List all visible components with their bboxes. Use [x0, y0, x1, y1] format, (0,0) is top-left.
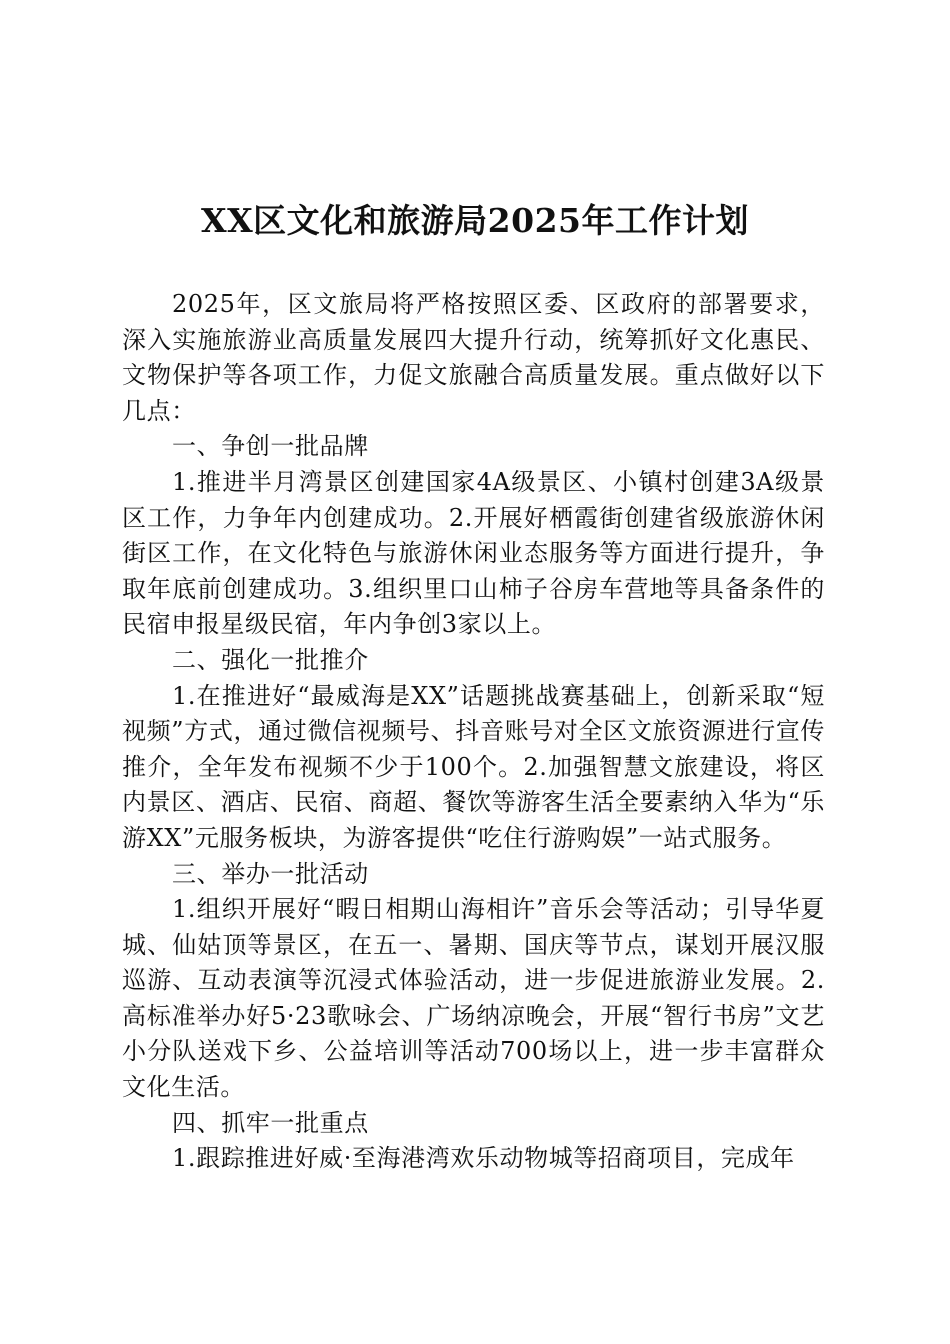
intro-paragraph: 2025年，区文旅局将严格按照区委、区政府的部署要求，深入实施旅游业高质量发展四大提升行动，统筹抓好文化惠民、文物保护等各项工作，力促文旅融合高质量发展。重点做好以下几点：: [122, 290, 825, 425]
section-heading-1: 一、争创一批品牌: [172, 432, 369, 461]
section-text-1: 1.推进半月湾景区创建国家4A级景区、小镇村创建3A级景区工作，力争年内创建成功。2.开展好栖霞街创建省级旅游休闲街区工作，在文化特色与旅游休闲业态服务等方面进行提升，争取年底前创建成功。3.组织里口山柿子谷房车营地等具备条件的民宿申报星级民宿，年内争创3家以上。: [122, 467, 825, 639]
document-title: XX区文化和旅游局2025年工作计划: [200, 201, 750, 240]
section-text-2: 1.在推进好“最威海是XX”话题挑战赛基础上，创新采取“短视频”方式，通过微信视频号、抖音账号对全区文旅资源进行宣传推介，全年发布视频不少于100个。2.加强智慧文旅建设，将区内景区、酒店、民宿、商超、餐饮等游客生活全要素纳入华为“乐游XX”元服务板块，为游客提供“吃住行游购娱”一站式服务。: [122, 681, 825, 852]
section-heading-3: 三、举办一批活动: [172, 859, 369, 888]
section-heading-2: 二、强化一批推介: [172, 645, 369, 674]
section-text-4: 1.跟踪推进好威·至海港湾欢乐动物城等招商项目，完成年: [172, 1144, 795, 1173]
section-text-3: 1.组织开展好“暇日相期山海相许”音乐会等活动；引导华夏城、仙姑顶等景区，在五一、暑期、国庆等节点，谋划开展汉服巡游、互动表演等沉浸式体验活动，进一步促进旅游业发展。2.高标准举办好5·23歌咏会、广场纳凉晚会，开展“智行书房”文艺小分队送戏下乡、公益培训等活动700场以上，进一步丰富群众文化生活。: [122, 895, 825, 1102]
section-heading-4: 四、抓牢一批重点: [172, 1108, 369, 1137]
document-body: [122, 287, 825, 1177]
